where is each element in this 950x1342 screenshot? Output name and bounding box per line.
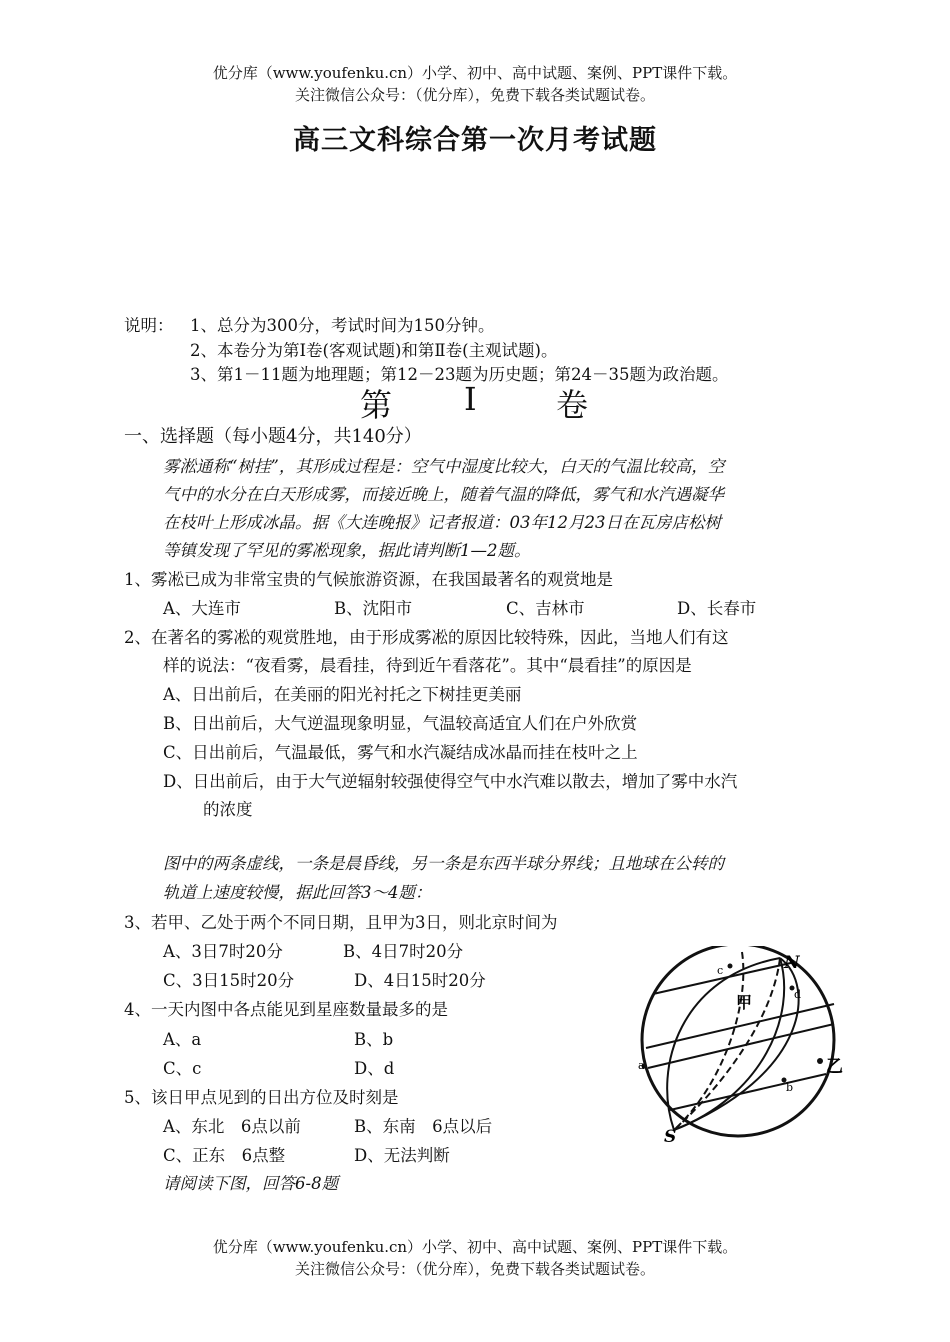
q3-stem: 3、若甲、乙处于两个不同日期，且甲为3日，则北京时间为: [124, 913, 558, 932]
volume-char-2: Ⅰ: [464, 380, 477, 418]
passage2-line-1: 图中的两条虚线，一条是晨昏线，另一条是东西半球分界线；且地球在公转的: [163, 854, 724, 873]
passage1-line-1: 雾淞通称“树挂”，其形成过程是：空气中湿度比较大，白天的气温比较高，空: [163, 457, 725, 476]
q4-option-c: C、c: [163, 1059, 202, 1078]
passage1-line-3: 在枝叶上形成冰晶。据《大连晚报》记者报道：03年12月23日在瓦房店松树: [163, 513, 721, 532]
volume-char-1: 第: [360, 386, 393, 424]
label-n: N: [784, 953, 800, 973]
q4-stem: 4、一天内图中各点能见到星座数量最多的是: [124, 1000, 448, 1019]
label-b: b: [786, 1081, 794, 1094]
passage2-line-2: 轨道上速度较慢，据此回答3～4题：: [163, 883, 432, 902]
label-jia: 甲: [736, 993, 753, 1012]
label-a: a: [638, 1059, 645, 1072]
terminator-dashed-line: [674, 952, 743, 1130]
volume-char-3: 卷: [556, 386, 589, 424]
q1-option-c: C、吉林市: [506, 599, 585, 618]
passage1-line-4: 等镇发现了罕见的雾凇现象，据此请判断1—2题。: [163, 541, 531, 560]
q5-option-d: D、无法判断: [354, 1146, 450, 1165]
q3-option-c: C、3日15时20分: [163, 971, 295, 990]
footer-line-2: 关注微信公众号：（优分库），免费下载各类试题试卷。: [294, 1260, 655, 1278]
q2-option-a: A、日出前后，在美丽的阳光衬托之下树挂更美丽: [163, 685, 522, 704]
header-line-1: 优分库（www.youfenku.cn）小学、初中、高中试题、案例、PPT课件下载。: [212, 64, 738, 82]
q1-option-d: D、长春市: [677, 599, 757, 618]
q2-stem-2: 样的说法：“夜看雾，晨看挂，待到近午看落花”。其中“晨看挂”的原因是: [163, 656, 692, 675]
q1-stem: 1、雾凇已成为非常宝贵的气候旅游资源，在我国最著名的观赏地是: [124, 570, 613, 589]
q2-option-c: C、日出前后，气温最低，雾气和水汽凝结成冰晶而挂在枝叶之上: [163, 743, 638, 762]
q2-option-d-2: 的浓度: [203, 800, 253, 819]
label-s: S: [664, 1127, 677, 1146]
label-d: d: [794, 988, 802, 1001]
point-yi: [817, 1058, 823, 1064]
globe-diagram: [632, 946, 848, 1146]
q4-option-d: D、d: [354, 1059, 395, 1078]
q5-option-c: C、正东 6点整: [163, 1146, 286, 1165]
page-title: 高三文科综合第一次月考试题: [293, 125, 657, 156]
q2-option-d-1: D、日出前后，由于大气逆辐射较强使得空气中水汽难以散去，增加了雾中水汽: [163, 772, 738, 791]
read-prompt: 请阅读下图，回答6-8题: [163, 1174, 339, 1193]
q2-option-b: B、日出前后，大气逆温现象明显，气温较高适宜人们在户外欣赏: [163, 714, 638, 733]
q5-option-a: A、东北 6点以前: [163, 1117, 301, 1136]
q5-option-b: B、东南 6点以后: [354, 1117, 493, 1136]
label-yi: 乙: [826, 1057, 843, 1077]
section-heading: 一、选择题（每小题4分，共140分）: [124, 426, 422, 447]
q2-stem-1: 2、在著名的雾凇的观赏胜地，由于形成雾凇的原因比较特殊，因此，当地人们有这: [124, 628, 729, 647]
q3-option-d: D、4日15时20分: [354, 971, 486, 990]
note-1: 1、总分为300分，考试时间为150分钟。: [190, 316, 495, 335]
point-c: [728, 964, 733, 969]
footer-line-1: 优分库（www.youfenku.cn）小学、初中、高中试题、案例、PPT课件下载。: [212, 1238, 738, 1256]
equator-line: [648, 1024, 834, 1068]
header-line-2: 关注微信公众号：（优分库），免费下载各类试题试卷。: [294, 86, 655, 104]
passage1-line-2: 气中的水分在白天形成雾，而接近晚上，随着气温的降低，雾气和水汽遇凝华: [163, 485, 724, 504]
note-3: 3、第1－11题为地理题；第12－23题为历史题；第24－35题为政治题。: [190, 365, 729, 384]
q4-option-b: B、b: [354, 1030, 394, 1049]
q4-option-a: A、a: [163, 1030, 202, 1049]
note-2: 2、本卷分为第Ⅰ卷(客观试题)和第Ⅱ卷(主观试题)。: [190, 341, 558, 360]
q3-option-a: A、3日7时20分: [163, 942, 283, 961]
q3-option-b: B、4日7时20分: [343, 942, 464, 961]
q5-stem: 5、该日甲点见到的日出方位及时刻是: [124, 1088, 399, 1107]
label-c: c: [717, 964, 724, 977]
notes-label: 说明：: [124, 316, 174, 335]
q1-option-b: B、沈阳市: [334, 599, 413, 618]
q1-option-a: A、大连市: [163, 599, 241, 618]
hemisphere-boundary-dashed-line: [674, 958, 780, 1130]
